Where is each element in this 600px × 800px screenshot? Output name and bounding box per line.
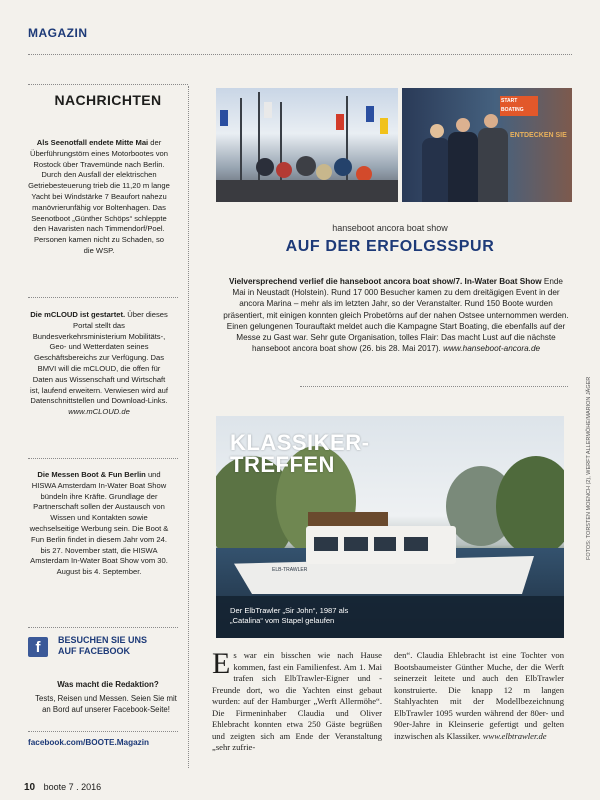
news-top-divider <box>28 84 188 85</box>
news-divider-3 <box>28 627 178 628</box>
article1-link[interactable]: www.hanseboot-ancora.de <box>443 344 541 354</box>
news-item-3 <box>28 470 170 578</box>
news-title: NACHRICHTEN <box>54 92 162 108</box>
article2-col1-text: s war ein bisschen wie nach Hause kommen, fast ein Familienfest. Am 1. Mai trafen sich ElbTrawler-Eigner und -Freunde dort, wo die Yachten einst gebaut wurden: auf der Hamburger „Werft Allermöhe“. Die Firmeninhaber Claudia und Oliver Ehlebracht konnten etwa 250 Gäste begrüßen und zeigten sich am Ende der Veranstaltung „sehr zufrie- <box>212 650 382 752</box>
article2-col2-text: den“. Claudia Ehlebracht ist eine Tochter von Bootsbaumeister Günther Muche, der die Werft seinerzeit leitete und auch den ElbTrawler konstruierte. Die knapp 12 m langen Stahlyachten mit der Modellbezeichnung ElbTrawler 1095 wurden während der 80er- und 90er-Jahre in Kleinserie gefertigt und gelten inzwischen als Klassiker. <box>394 650 564 741</box>
article2-column-2 <box>394 650 564 742</box>
photo-credit: FOTOS: TORSTEN MOENCH (2), WERFT ALLERMÖHE/MARION JÄGER <box>586 376 592 560</box>
article2-title-line1: KLASSIKER- <box>230 430 370 455</box>
facebook-box[interactable] <box>28 635 188 663</box>
facebook-question: Was macht die Redaktion? <box>57 680 159 689</box>
facebook-label-line1: BESUCHEN SIE UNS <box>58 635 148 645</box>
facebook-text: Tests, Reisen und Messen. Seien Sie mit an Bord auf unserer Facebook-Seite! <box>35 694 177 714</box>
facebook-link[interactable]: facebook.com/BOOTE.Magazin <box>28 738 150 747</box>
page-number: 10 <box>24 782 36 793</box>
article1-text: Ende Mai in Neustadt (Holstein). Rund 17 000 Besucher kamen zu dem dreitägigen Event in der ancora Marina – mehr als im letzten Jahr, so der Veranstalter. Rund 150 Boote wurden präsentiert, mit einigen konnten gleich Probetörns auf der nahen Ostsee unternommen werden. Einen gelungenen Tourauftakt meldet auch die Kampagne Start Boating, die ebenfalls auf der Messe zu Gast war. Sehr gute Organisation, tolles Flair: Das macht Lust auf die nächste hanseboot ancora boat show (26. bis 28. Mai 2017). <box>223 277 569 354</box>
column-divider <box>188 86 189 768</box>
entdecken-sign: ENTDECKEN SIE <box>510 132 567 139</box>
photo-caption-line1: Der ElbTrawler „Sir John“, 1987 als <box>230 606 349 615</box>
news-item-2-link[interactable]: www.mCLOUD.de <box>68 407 130 417</box>
issue-label: boote 7 . 2016 <box>43 782 102 792</box>
article2-title-line2: TREFFEN <box>230 452 335 477</box>
news-item-2 <box>28 310 170 418</box>
news-item-1-text: der Überführungstörn eines Motorbootes von Rostock über Travemünde nach Berlin. Durch den Ausfall der elektrischen Getriebesteuerung trieb die 11,20 m lange Yacht bei Windstärke 7 Beaufort nahezu manövrierunfähig vor Boltenhagen. Das Seenotboot „Günther Schöps“ schleppte den Havaristen nach Timmendorf/Poel. Personen kamen nicht zu Schaden, so die WSP. <box>28 138 170 255</box>
photo-caption-line2: „Catalina“ vom Stapel gelaufen <box>230 616 335 625</box>
start-boating-stand-photo <box>402 88 572 202</box>
start-boating-sign: START BOATING <box>500 96 538 116</box>
boat-show-crowd-photo <box>216 88 398 202</box>
section-label: MAGAZIN <box>28 26 88 40</box>
article1-divider <box>300 386 568 387</box>
news-item-2-lead: Die mCLOUD ist gestartet. <box>30 310 126 319</box>
news-divider-1 <box>28 297 178 298</box>
article1-heading: AUF DER ERFOLGSSPUR <box>285 238 495 255</box>
article2-link[interactable]: www.elbtrawler.de <box>482 730 547 741</box>
news-item-1-lead: Als Seenotfall endete Mitte Mai <box>36 138 149 147</box>
boat-name: ELB-TRAWLER <box>272 567 308 573</box>
news-item-3-lead: Die Messen Boot & Fun Berlin <box>37 470 146 479</box>
article2-dropcap: E <box>212 647 231 680</box>
page-footer <box>24 782 101 793</box>
header-divider <box>28 54 572 55</box>
facebook-label <box>58 635 147 657</box>
facebook-divider <box>28 731 178 732</box>
facebook-label-line2: AUF FACEBOOK <box>58 646 130 656</box>
photo-caption <box>230 606 348 626</box>
news-divider-2 <box>28 458 178 459</box>
news-item-2-text: Über dieses Portal stellt das Bundesverkehrsministerium Mobilitäts-, Geo- und Wetterdaten seines Geschäftsbereichs zur Verfügung. Das BMVI will die mCLOUD, die offen für Daten aus Wissenschaft und Wirtschaft ist, laufend erweitern. Verwiesen wird auf Datenschnittstellen und Download-Links. <box>29 310 169 406</box>
article2-title <box>230 432 369 476</box>
article1-body <box>222 276 570 354</box>
facebook-icon: f <box>28 637 48 657</box>
article1-kicker: hanseboot ancora boat show <box>332 223 448 233</box>
article2-column-1 <box>212 647 382 754</box>
news-item-3-text: und HISWA Amsterdam In-Water Boat Show bündeln ihre Kräfte. Grundlage der Partnerschaft sollen der Austausch von Wissen und Kontakten sowie wechselseitige Werbung sein. Die Boot & Fun Berlin findet in diesem Jahr vom 24. bis 27. November statt, die HISWA Amsterdam In-Water Boat Show vom 30. August bis 4. September. <box>29 470 169 577</box>
news-item-1 <box>28 138 170 257</box>
article1-lead: Vielversprechend verlief die hanseboot ancora boat show/7. In-Water Boat Show <box>229 277 542 286</box>
